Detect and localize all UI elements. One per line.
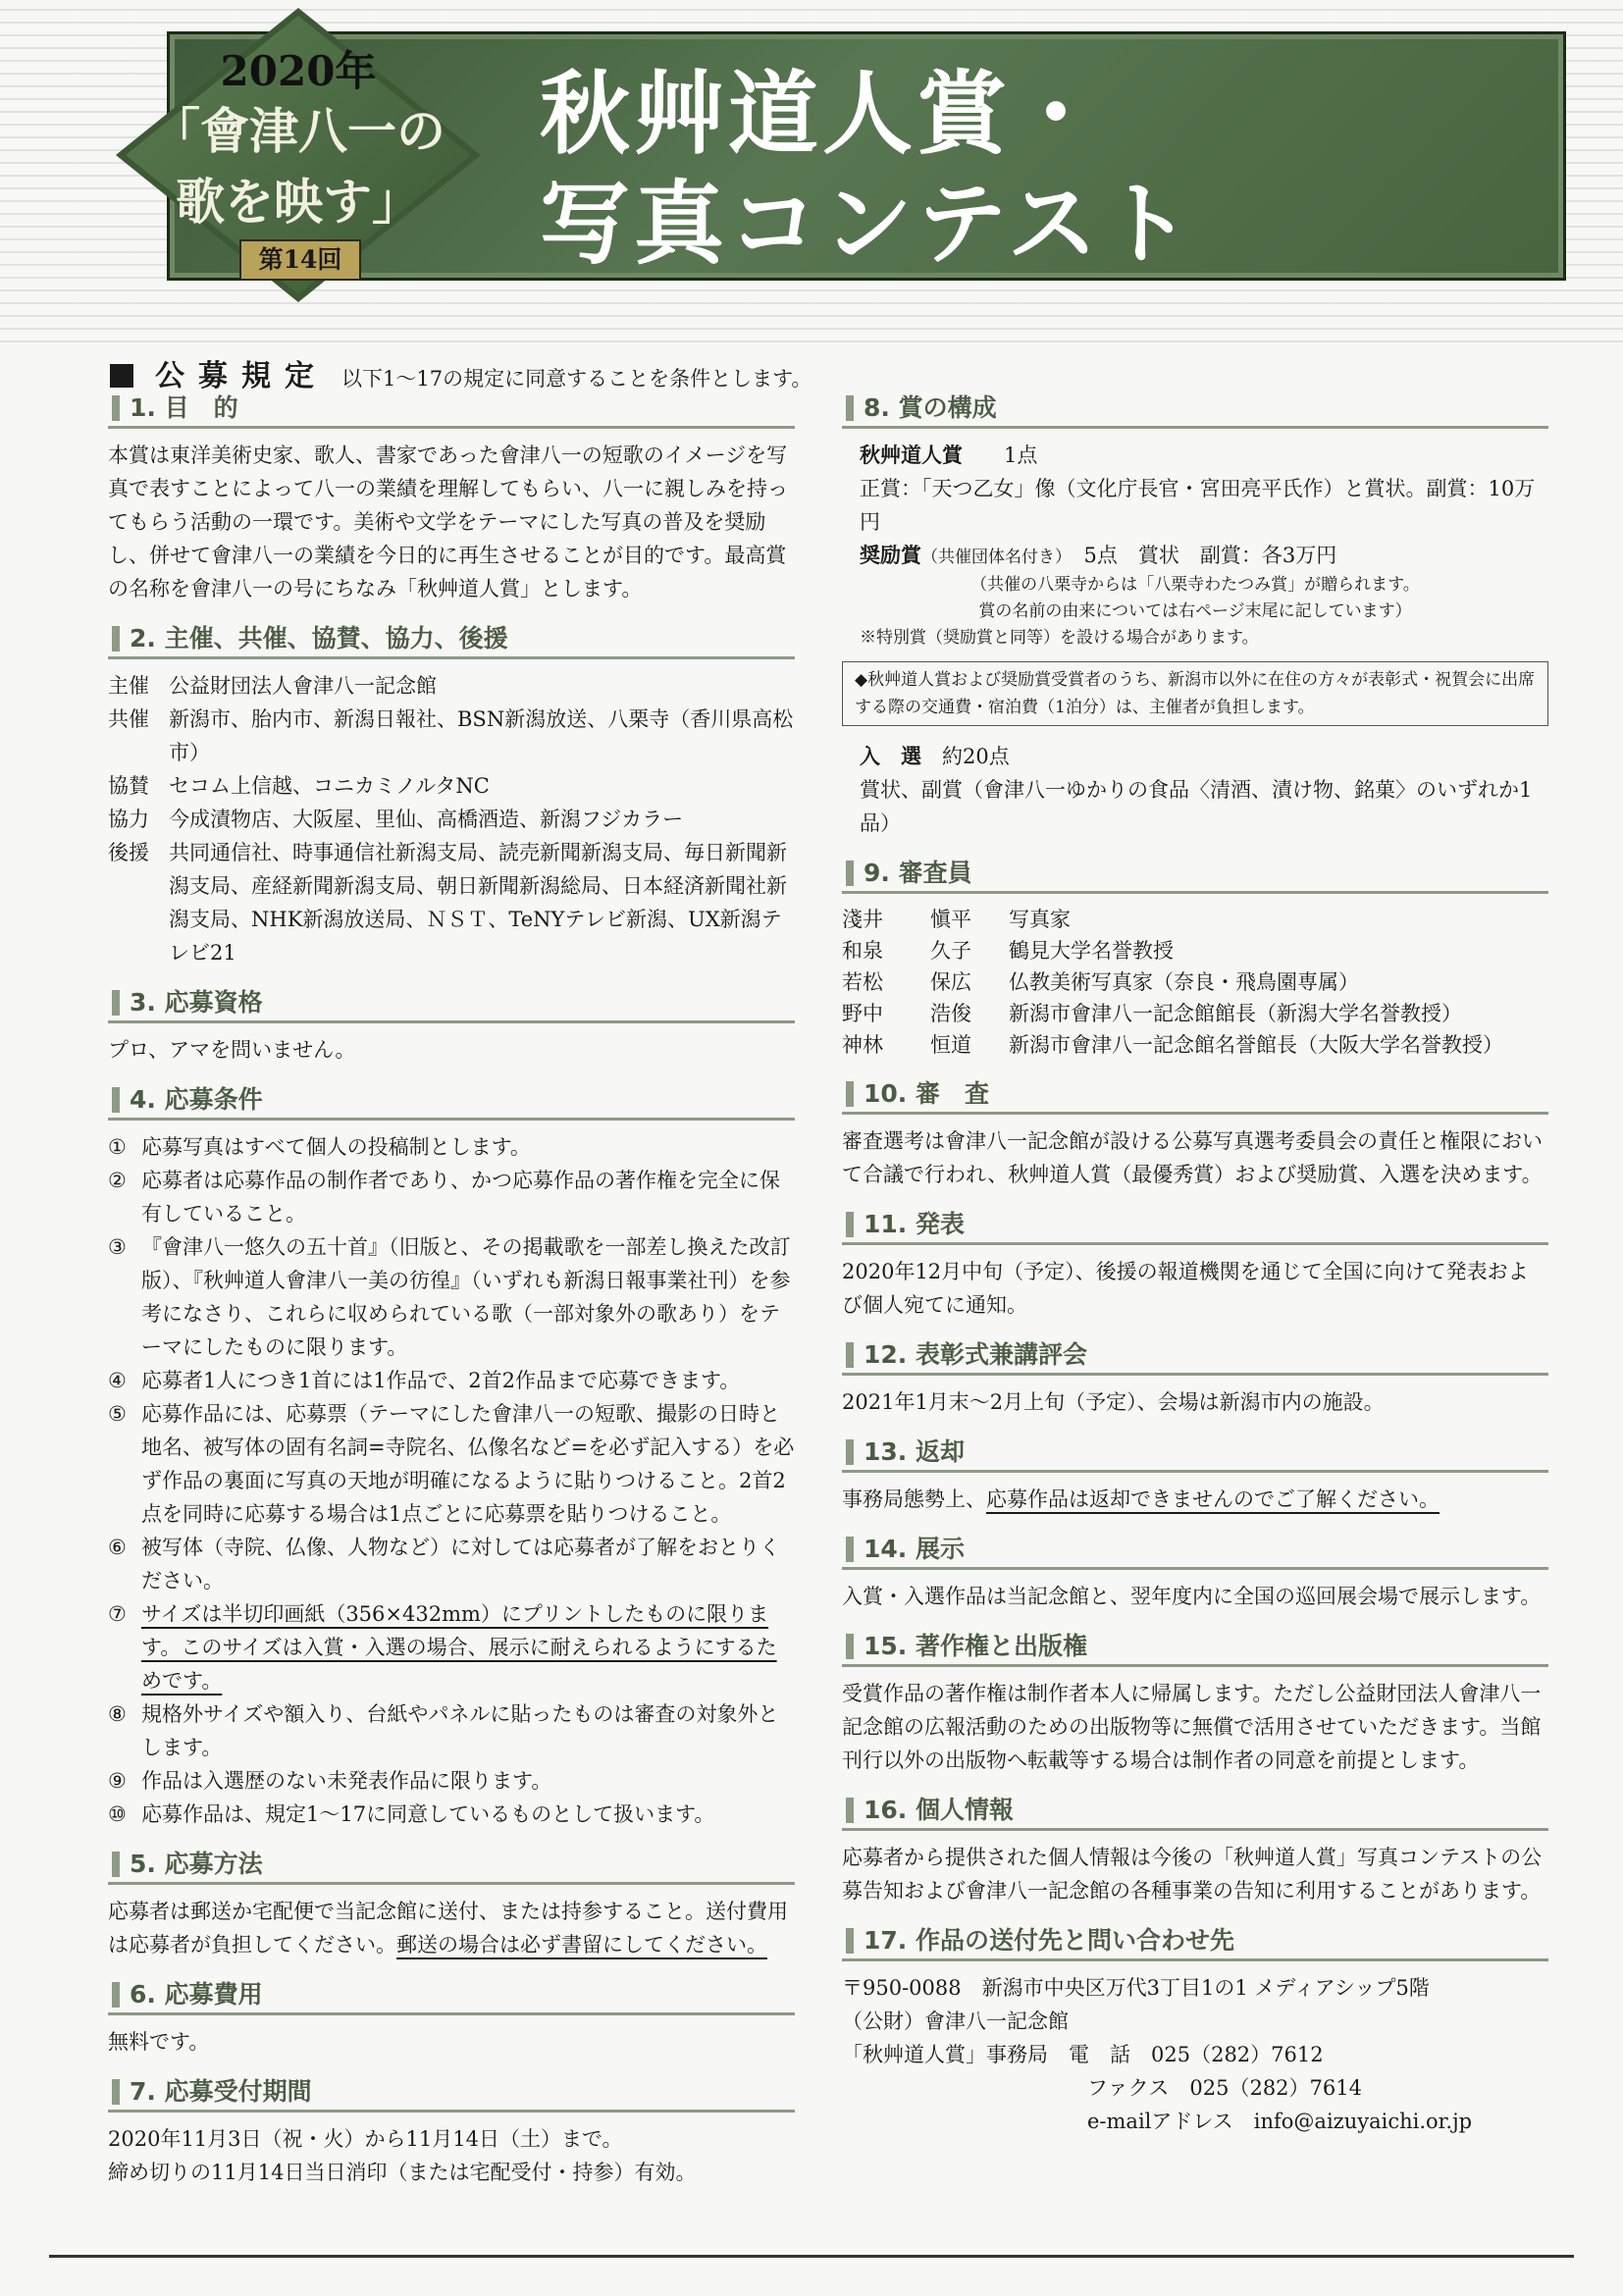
section-period	[108, 2074, 795, 2189]
special-note: ※特別賞（奨励賞と同等）を設ける場合があります。	[860, 628, 1259, 648]
item-text: 応募者1人につき1首には1作品で、2首2作品まで応募できます。	[141, 1369, 741, 1392]
section-awards	[842, 391, 1548, 840]
condition-item	[108, 1164, 795, 1230]
section-body	[108, 1895, 795, 1961]
section-organizers	[108, 621, 795, 969]
section-heading: 5. 応募方法	[108, 1847, 795, 1885]
judge-given-name: 恒道	[930, 1033, 971, 1057]
section-body: 受賞作品の著作権は制作者本人に帰属します。ただし公益財団法人會津八一記念館の広報活動のための出版物等に無償で活用させていただきます。当館刊行以外の出版物へ転載等する場合は制作者の同意を前提とします。	[842, 1682, 1542, 1772]
item-text: 応募写真はすべて個人の投稿制とします。	[141, 1135, 531, 1159]
select-prize-name: 入 選	[860, 744, 921, 768]
header	[0, 0, 1623, 324]
judge-title: 新潟市會津八一記念館館長（新潟大学名誉教授）	[1009, 1002, 1462, 1025]
section-heading: 14. 展示	[842, 1532, 1548, 1570]
method-text-underlined: 郵送の場合は必ず書留にしてください。	[396, 1933, 767, 1957]
return-text-underlined: 応募作品は返却できませんのでご了解ください。	[986, 1487, 1440, 1511]
section-heading: 3. 応募資格	[108, 985, 795, 1023]
period-line-2: 締め切りの11月14日当日消印（または宅配受付・持参）有効。	[108, 2161, 697, 2184]
tel-label: 電 話	[1069, 2043, 1130, 2066]
catch-phrase	[141, 96, 455, 237]
organizer-names: 公益財団法人會津八一記念館	[169, 674, 437, 698]
condition-item	[108, 1798, 795, 1831]
section-contact	[842, 1923, 1548, 2138]
email-link[interactable]: info@aizuyaichi.or.jp	[1253, 2110, 1473, 2133]
judge-row	[842, 998, 1548, 1029]
fax-label: ファクス	[1087, 2076, 1170, 2100]
judge-title: 仏教美術写真家（奈良・飛鳥園専属）	[1009, 970, 1359, 994]
judge-family-name: 神林	[842, 1033, 883, 1057]
rules-lead: 以下1～17の規定に同意することを条件とします。	[341, 367, 812, 391]
catch-line-1: 「會津八一の	[151, 102, 445, 160]
fax-line	[842, 2071, 1548, 2105]
organizer-names: 今成漬物店、大阪屋、里仙、高橋酒造、新潟フジカラー	[169, 808, 684, 831]
grand-prize-detail: 正賞：「天つ乙女」像（文化庁長官・宮田亮平氏作）と賞状。副賞：10万円	[860, 477, 1536, 534]
judge-given-name: 愼平	[930, 908, 971, 931]
section-conditions	[108, 1082, 795, 1831]
organizer-names: 新潟市、胎内市、新潟日報社、BSN新潟放送、八栗寺（香川県高松市）	[169, 707, 794, 764]
grand-prize-count: 1点	[1004, 444, 1038, 467]
judge-family-name: 野中	[842, 1002, 883, 1025]
encourage-note-2: 賞の名前の由来については右ページ末尾に記しています）	[978, 601, 1412, 621]
organizer-row	[108, 703, 795, 769]
section-judges	[842, 856, 1548, 1061]
organizer-row	[108, 769, 795, 803]
item-text: 応募作品には、応募票（テーマにした會津八一の短歌、撮影の日時と地名、被写体の固有名詞=寺院名、仏像名など=を必ず記入する）を必ず作品の裏面に写真の天地が明確になるように貼りつけること。2首2点を同時に応募する場合は1点ごとに応募票を貼りつけること。	[141, 1402, 795, 1526]
item-number: ⑧	[108, 1702, 127, 1726]
tel-number[interactable]: 025（282）7612	[1151, 2043, 1324, 2066]
main-title-line-1: 秋艸道人賞・	[540, 61, 1106, 167]
item-number: ④	[108, 1369, 127, 1392]
section-heading: 13. 返却	[842, 1435, 1548, 1473]
encourage-prize-name: 奨励賞	[860, 543, 921, 567]
section-heading: 15. 著作権と出版権	[842, 1629, 1548, 1667]
edition-badge: 第14回	[239, 239, 361, 281]
item-number: ⑥	[108, 1536, 127, 1559]
email-label: e-mailアドレス	[1087, 2110, 1233, 2133]
section-return	[842, 1435, 1548, 1516]
section-heading: 8. 賞の構成	[842, 391, 1548, 429]
section-method	[108, 1847, 795, 1961]
judge-title: 写真家	[1009, 908, 1071, 931]
section-body: 2021年1月末～2月上旬（予定）、会場は新潟市内の施設。	[842, 1390, 1385, 1414]
left-column	[108, 391, 795, 2205]
condition-item	[108, 1531, 795, 1597]
condition-item	[108, 1364, 795, 1397]
main-title	[540, 59, 1521, 279]
condition-item	[108, 1230, 795, 1364]
contact-address	[842, 1971, 1548, 2138]
select-prize-line	[842, 740, 1548, 773]
organizer-names: セコム上信越、コニカミノルタNC	[169, 774, 490, 798]
section-body: 審査選考は會津八一記念館が設ける公募写真選考委員会の責任と権限において合議で行われ、秋艸道人賞（最優秀賞）および奨励賞、入選を決めます。	[842, 1129, 1543, 1186]
item-text: 作品は入選歴のない未発表作品に限ります。	[141, 1769, 552, 1793]
tel-line	[842, 2038, 1548, 2071]
section-fee	[108, 1977, 795, 2059]
condition-item	[108, 1597, 795, 1697]
rules-title: 公募規定	[155, 359, 328, 393]
section-eligibility	[108, 985, 795, 1067]
section-heading: 9. 審査員	[842, 856, 1548, 894]
section-exhibition	[842, 1532, 1548, 1613]
judge-family-name: 和泉	[842, 939, 883, 963]
section-heading: 2. 主催、共催、協賛、協力、後援	[108, 621, 795, 659]
item-number: ①	[108, 1135, 127, 1159]
grand-prize-name: 秋艸道人賞	[860, 443, 963, 467]
item-text: 被写体（寺院、仏像、人物など）に対しては応募者が了解をおとりください。	[141, 1536, 780, 1592]
encourage-note-1: （共催の八栗寺からは「八栗寺わたつみ賞」が贈られます。	[970, 575, 1420, 595]
section-heading: 17. 作品の送付先と問い合わせ先	[842, 1923, 1548, 1961]
item-number: ⑦	[108, 1602, 127, 1626]
organization-name: （公財）會津八一記念館	[842, 2009, 1069, 2033]
organizer-names: 共同通信社、時事通信社新潟支局、読売新聞新潟支局、毎日新聞新潟支局、産経新聞新潟支局、朝日新聞新潟総局、日本経済新聞社新潟支局、NHK新潟放送局、ＮＳＴ、TeNYテレビ新潟、UX新潟テレビ21	[169, 841, 787, 965]
section-heading: 6. 応募費用	[108, 1977, 795, 2015]
square-bullet-icon	[110, 364, 133, 388]
email-line	[842, 2105, 1548, 2138]
right-column	[842, 391, 1548, 2154]
judge-row	[842, 1029, 1548, 1061]
item-text-underlined: サイズは半切印画紙（356×432mm）にプリントしたものに限ります。このサイズは入賞・入選の場合、展示に耐えられるようにするためです。	[141, 1602, 777, 1693]
section-heading: 11. 発表	[842, 1207, 1548, 1245]
return-text: 事務局態勢上、	[842, 1487, 986, 1511]
section-heading: 10. 審 査	[842, 1076, 1548, 1115]
section-heading: 12. 表彰式兼講評会	[842, 1337, 1548, 1376]
section-purpose	[108, 391, 795, 605]
judge-title: 新潟市會津八一記念館名誉館長（大阪大学名誉教授）	[1009, 1033, 1503, 1057]
year: 2020年	[220, 47, 377, 95]
organizer-role: 協力	[108, 808, 149, 831]
section-review	[842, 1076, 1548, 1191]
item-text: 規格外サイズや額入り、台紙やパネルに貼ったものは審査の対象外とします。	[141, 1702, 779, 1759]
encourage-prize-detail: 5点 賞状 副賞：各3万円	[1083, 544, 1337, 567]
item-number: ⑩	[108, 1802, 127, 1826]
section-privacy	[842, 1793, 1548, 1907]
item-number: ⑨	[108, 1769, 127, 1793]
method-text: 応募者は郵送か宅配便で当記念館に送付、または持参すること。送付費用は応募者が負担してください。	[108, 1900, 788, 1957]
encourage-prize-sub: （共催団体名付き）	[921, 548, 1064, 567]
section-body: 入賞・入選作品は当記念館と、翌年度内に全国の巡回展会場で展示します。	[842, 1585, 1542, 1608]
section-body: 本賞は東洋美術史家、歌人、書家であった會津八一の短歌のイメージを写真で表すことによって八一の業績を理解してもらい、八一に親しみを持ってもらう活動の一環です。美術や文学をテーマにした写真の普及を奨励し、併せて會津八一の業績を今日的に再生させることが目的です。最高賞の名称を會津八一の号にちなみ「秋艸道人賞」とします。	[108, 444, 788, 600]
condition-item	[108, 1697, 795, 1764]
postal-address: 〒950-0088 新潟市中央区万代3丁目1の1 メディアシップ5階	[842, 1976, 1430, 2000]
judge-row	[842, 935, 1548, 966]
judge-row	[842, 904, 1548, 935]
organizer-row	[108, 669, 795, 703]
organizer-row	[108, 836, 795, 969]
organizer-role: 協賛	[108, 774, 149, 798]
item-number: ②	[108, 1169, 127, 1192]
catch-line-2: 歌を映す」	[176, 173, 421, 231]
fax-number: 025（282）7614	[1189, 2076, 1362, 2100]
organizer-role: 共催	[108, 707, 149, 731]
period-line-1: 2020年11月3日（祝・火）から11月14日（土）まで。	[108, 2127, 623, 2151]
item-number: ⑤	[108, 1402, 127, 1426]
judge-title: 鶴見大学名誉教授	[1009, 939, 1174, 963]
judge-given-name: 保広	[930, 970, 971, 994]
section-heading: 1. 目 的	[108, 391, 795, 429]
office-name: 「秋艸道人賞」事務局	[842, 2043, 1048, 2066]
item-text: 『會津八一悠久の五十首』（旧版と、その掲載歌を一部差し換えた改訂版）、『秋艸道人會津八一美の彷徨』（いずれも新潟日報事業社刊）を参考になさり、これらに収められている歌（一部対象外の歌あり）をテーマにしたものに限ります。	[141, 1235, 791, 1359]
organizer-row	[108, 803, 795, 836]
item-text: 応募作品は、規定1～17に同意しているものとして扱います。	[141, 1802, 715, 1826]
judge-given-name: 久子	[930, 939, 971, 963]
section-body: プロ、アマを問いません。	[108, 1038, 356, 1062]
section-body: 無料です。	[108, 2030, 210, 2054]
judge-given-name: 浩俊	[930, 1002, 971, 1025]
section-copyright	[842, 1629, 1548, 1777]
select-prize-count: 約20点	[942, 745, 1010, 768]
section-announcement	[842, 1207, 1548, 1322]
main-title-line-2: 写真コンテスト	[540, 171, 1196, 277]
judge-family-name: 若松	[842, 970, 883, 994]
organizer-role: 後援	[108, 841, 149, 864]
section-body	[842, 1483, 1548, 1516]
rules-heading	[110, 351, 1562, 394]
item-text: 応募者は応募作品の制作者であり、かつ応募作品の著作権を完全に保有していること。	[141, 1169, 780, 1226]
condition-item	[108, 1397, 795, 1531]
section-ceremony	[842, 1337, 1548, 1419]
item-number: ③	[108, 1235, 127, 1259]
grand-prize-line	[842, 439, 1548, 472]
encourage-prize-line	[842, 539, 1548, 572]
organizer-role: 主催	[108, 674, 149, 698]
condition-item	[108, 1130, 795, 1164]
judge-row	[842, 966, 1548, 998]
travel-note-box: ◆秋艸道人賞および奨励賞受賞者のうち、新潟市以外に在住の方々が表彰式・祝賀会に出席する際の交通費・宿泊費（1泊分）は、主催者が負担します。	[842, 661, 1548, 726]
select-prize-detail: 賞状、副賞（會津八一ゆかりの食品〈清酒、漬け物、銘菓〉のいずれか1品）	[860, 778, 1533, 835]
section-body: 応募者から提供された個人情報は今後の「秋艸道人賞」写真コンテストの公募告知および會津八一記念館の各種事業の告知に利用することがあります。	[842, 1846, 1543, 1903]
judge-family-name: 淺井	[842, 908, 883, 931]
section-body: 2020年12月中旬（予定）、後援の報道機関を通じて全国に向けて発表および個人宛てに通知。	[842, 1260, 1529, 1317]
section-heading: 7. 応募受付期間	[108, 2074, 795, 2113]
section-heading: 16. 個人情報	[842, 1793, 1548, 1831]
condition-item	[108, 1764, 795, 1798]
bottom-divider	[49, 2255, 1574, 2258]
section-heading: 4. 応募条件	[108, 1082, 795, 1121]
